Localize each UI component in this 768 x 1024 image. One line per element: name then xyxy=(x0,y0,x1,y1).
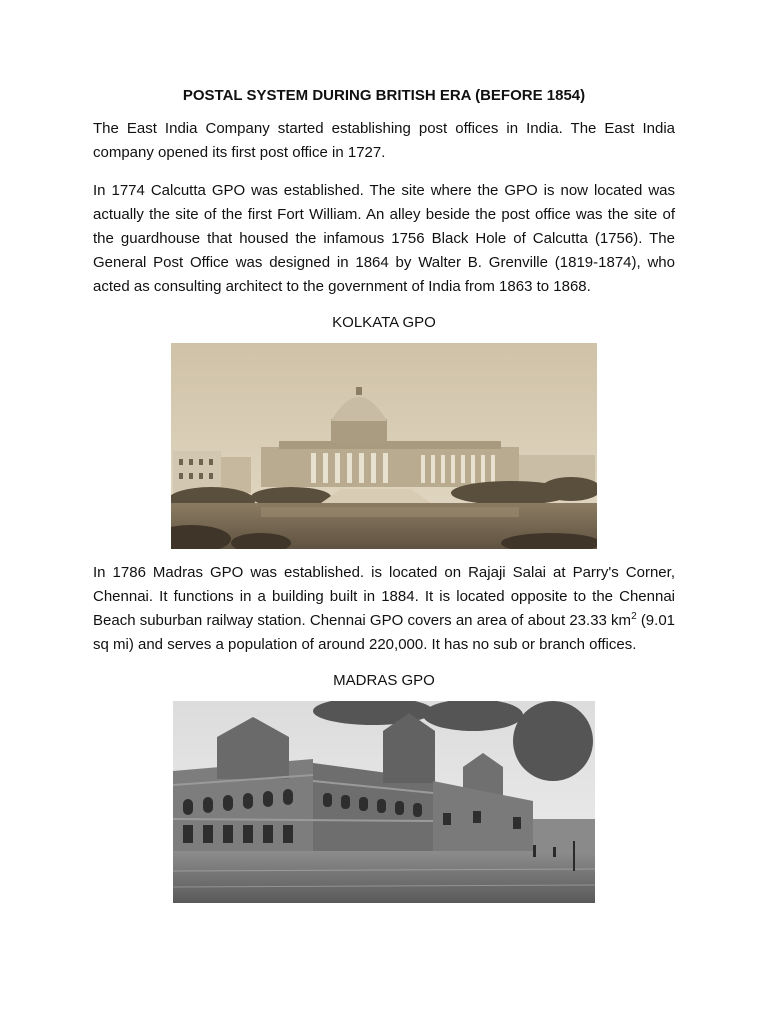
caption-kolkata-gpo: KOLKATA GPO xyxy=(332,314,436,331)
caption-madras-gpo: MADRAS GPO xyxy=(333,672,435,689)
madras-text-part1: In 1786 Madras GPO was established. is located on Rajaji Salai at Parry's Corner, Chennai. It functions in a building built in 1884. It is located opposite to the Chennai Beach suburban railway station. Chennai GPO covers an area of about 23.33 km xyxy=(93,564,675,629)
madras-text-part2: (9.01 sq mi) and serves a population of around 220,000. It has no sub or branch offices. xyxy=(93,612,676,653)
madras-gpo-photo xyxy=(173,701,595,903)
kolkata-gpo-photo xyxy=(171,343,597,549)
madras-gpo-illustration xyxy=(173,701,595,903)
kolkata-gpo-illustration xyxy=(171,343,597,549)
document-page xyxy=(93,86,675,903)
superscript-squared: 2 xyxy=(631,611,637,622)
paragraph-east-india-company: The East India Company started establishing post offices in India. The East India company opened its first post office in 1727. xyxy=(93,120,675,161)
paragraph-madras-gpo xyxy=(93,561,675,657)
paragraph-calcutta-gpo: In 1774 Calcutta GPO was established. The site where the GPO is now located was actually the site of the first Fort William. An alley beside the post office was the site of the guardhouse that housed the infamous 1756 Black Hole of Calcutta (1756). The General Post Office was designed in 1864 by Walter B. Grenville (1819-1874), who acted as consulting architect to the government of India from 1863 to 1868. xyxy=(93,182,675,295)
page-title: POSTAL SYSTEM DURING BRITISH ERA (BEFORE 1854) xyxy=(182,87,586,104)
